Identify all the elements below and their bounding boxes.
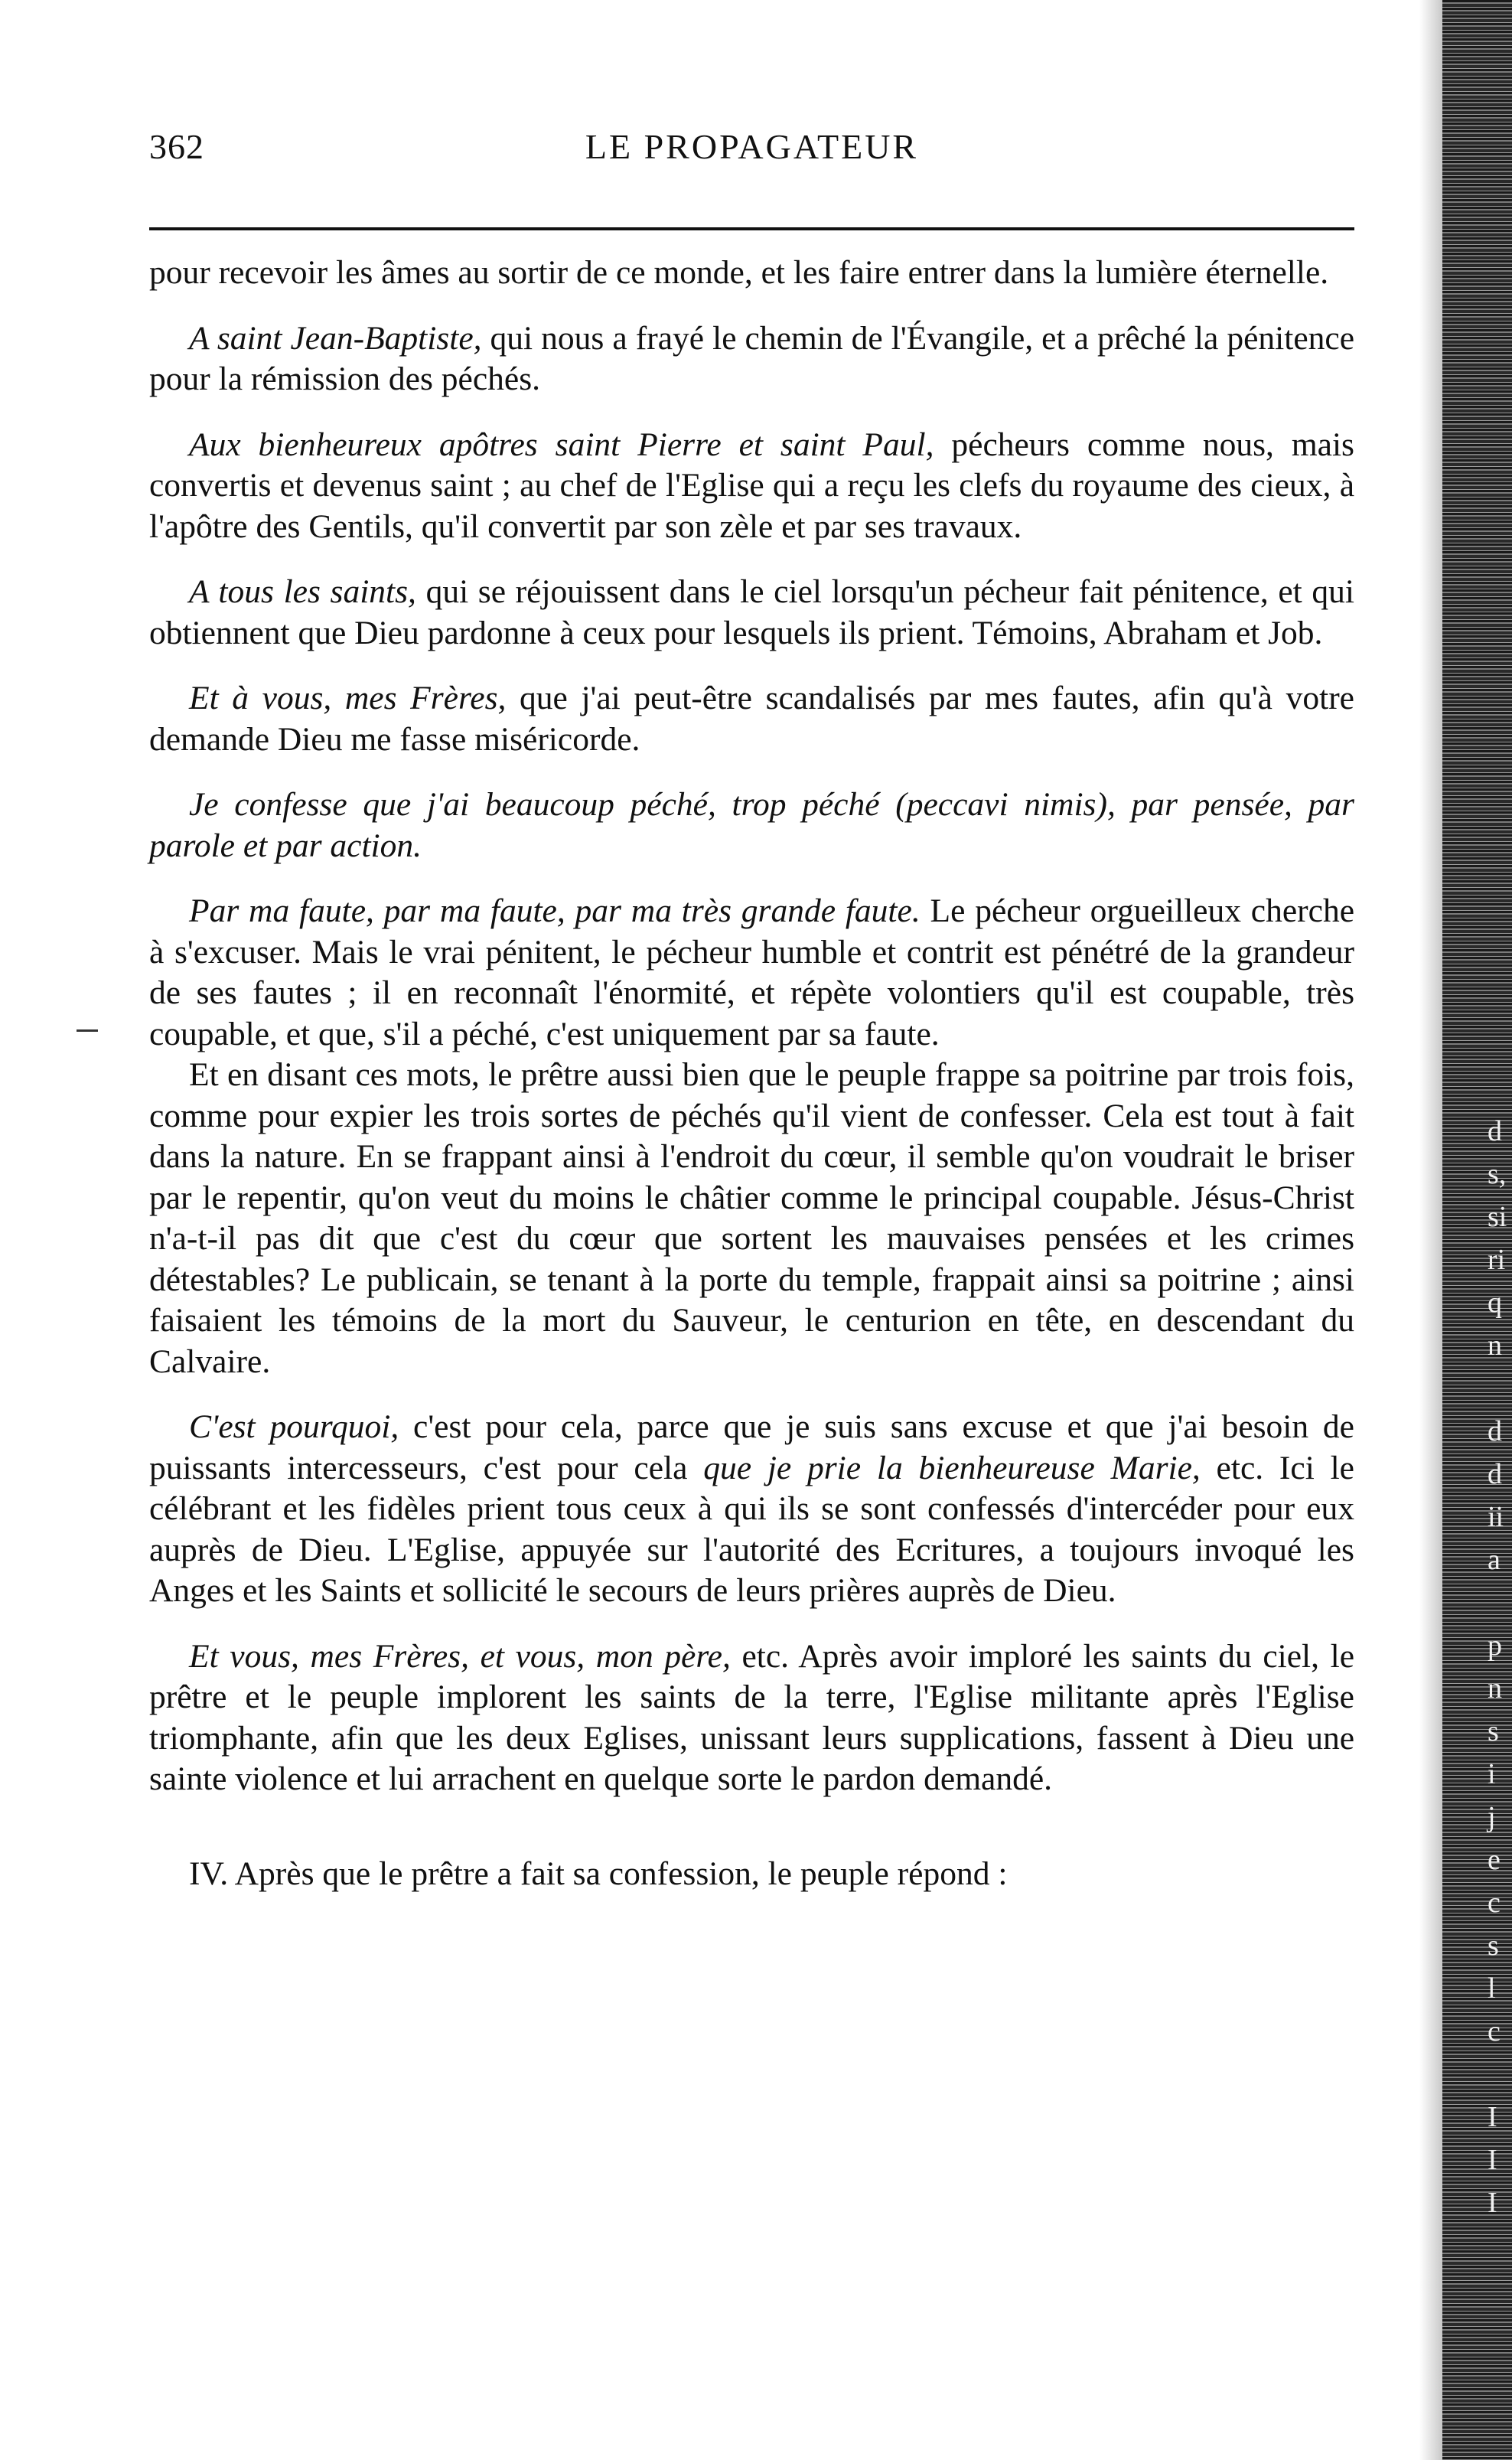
body-text [149,253,1354,1894]
header-rule [149,227,1354,230]
adjacent-page-fragments: d s, si ri q n d d ii a p n s i j e c s l c I I I [1488,1115,1507,2219]
paragraph-ma-faute [149,891,1354,1055]
paragraph-en-disant [149,1055,1354,1382]
italic-run: Et à vous, mes Frères, [189,680,507,716]
margin-dash [77,1029,98,1032]
text-run: etc. Après avoir imploré les saints du ciel, le prêtre et le peuple implorent les saints de la terre, l'Eglise militante après l'Eglise triomphante, afin que les deux Eglises, unissant leurs supplications, fassent à Dieu une sainte violence et lui arrachent en quelque sorte le pardon demandé. [149,1637,1355,1797]
italic-run: A saint Jean-Baptiste, [189,319,482,357]
paragraph-cest-pourquoi [149,1407,1354,1612]
text-run: qui nous a frayé le chemin de l'Évangile, et a prêché la pénitence pour la rémission des péchés. [149,319,1354,397]
paragraph-tous-les-saints [149,572,1354,654]
paragraph-mes-freres [149,678,1354,760]
text-run: IV. Après que le prêtre a fait sa confession, le peuple répond : [189,1855,1008,1892]
paragraph-je-confesse [149,785,1354,866]
text-run: pour recevoir les âmes au sortir de ce monde, et les faire entrer dans la lumière éternelle. [149,254,1329,291]
paragraph-saint-jean-baptiste [149,318,1354,400]
page-header [149,126,1354,188]
italic-run: Je confesse que j'ai beaucoup péché, trop péché (peccavi nimis), par pensée, par parole et par action. [149,786,1354,864]
paragraph-section-iv [149,1854,1354,1895]
text-run: Et en disant ces mots, le prêtre aussi bien que le peuple frappe sa poitrine par trois fois, comme pour expier les trois sortes de péchés qu'il vient de confesser. Cela est tout à fait dans la nature. En se frappant ainsi à l'endroit du cœur, il semble qu'on voudrait le briser par le repentir, qu'on veut du moins le châtier comme le principal coupable. Jésus-Christ n'a-t-il pas dit que c'est du cœur que sortent les mauvaises pensées et les crimes détestables? Le publicain, se tenant à la porte du temple, frappait ainsi sa poitrine ; ainsi faisaient les témoins de la mort du Sauveur, le centurion en tête, en descendant du Calvaire. [149,1056,1354,1380]
text-run: pécheurs comme nous, mais convertis et devenus saint ; au chef de l'Eglise qui a reçu les clefs du royaume des cieux, à l'apôtre des Gentils, qu'il convertit par son zèle et par ses travaux. [149,426,1354,545]
italic-run: C'est pourquoi, [189,1408,399,1445]
page-number: 362 [149,127,204,166]
text-run: Le pécheur orgueilleux cherche à s'excuser. Mais le vrai pénitent, le pécheur humble et contrit est pénétré de la grandeur de ses fautes ; il en reconnaît l'énormité, et répète volontiers qu'il est coupable, très coupable, et que, s'il a péché, c'est uniquement par sa faute. [149,892,1354,1052]
paragraph-apotres [149,425,1354,548]
running-title: LE PROPAGATEUR [585,127,919,166]
text-run: que j'ai peut-être scandalisés par mes fautes, afin qu'à votre demande Dieu me fasse miséricorde. [149,680,1354,758]
text-run: qui se réjouissent dans le ciel lorsqu'un pécheur fait pénitence, et qui obtiennent que Dieu pardonne à ceux pour lesquels ils prient. Témoins, Abraham et Job. [149,573,1354,651]
paragraph-et-vous [149,1636,1354,1800]
text-run: etc. Ici le célébrant et les fidèles prient tous ceux à qui ils se sont confessés d'intercéder pour eux auprès de Dieu. L'Eglise, appuyée sur l'autorité des Ecritures, a toujours invoqué les Anges et les Saints et sollicité le secours de leurs prières auprès de Dieu. [149,1449,1354,1609]
paragraph-continuation [149,253,1354,294]
italic-run: Par ma faute, par ma faute, par ma très grande faute. [189,892,921,929]
italic-run: Aux bienheureux apôtres saint Pierre et saint Paul, [189,426,934,463]
italic-run: Et vous, mes Frères, et vous, mon père, [189,1637,731,1675]
binding-shadow [1419,0,1444,2460]
italic-run: que je prie la bienheureuse Marie, [703,1449,1201,1486]
text-run: c'est pour cela, parce que je suis sans excuse et que j'ai besoin de puissants intercesseurs, c'est pour cela [149,1408,1354,1486]
italic-run: A tous les saints, [189,573,416,610]
